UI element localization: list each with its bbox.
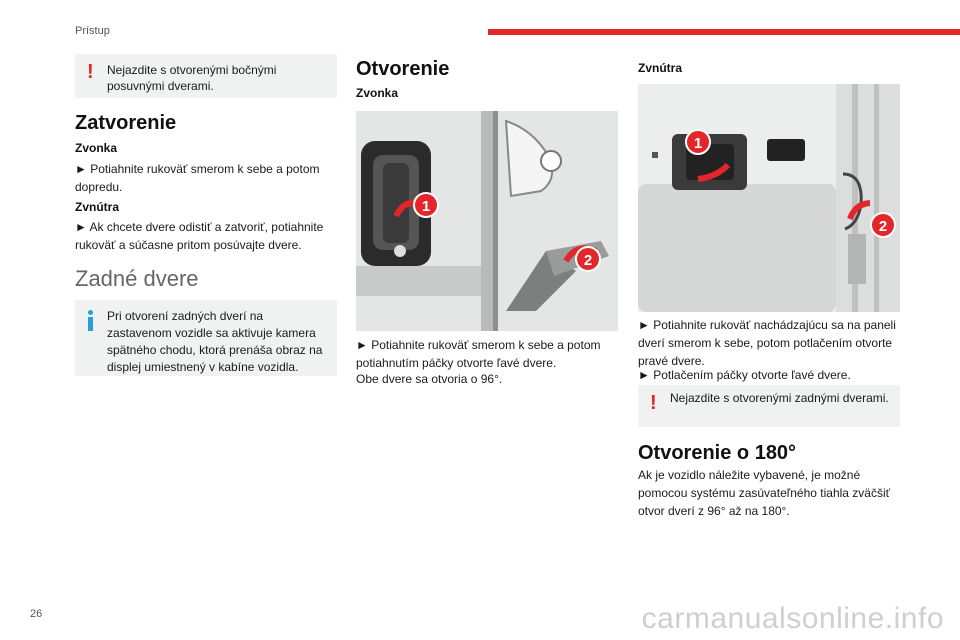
closing-inside-text: ► Ak chcete dvere odistiť a zatvoriť, potiahnite rukoväť a súčasne pritom posúvajte dvere. [75, 220, 324, 252]
closing-inside-heading: Zvnútra [75, 200, 120, 214]
page-number: 26 [30, 608, 43, 620]
figure-badge-1: 1 [685, 129, 711, 155]
open180-title: Otvorenie o 180° [638, 442, 797, 464]
figure-badge-2: 2 [870, 212, 896, 238]
figure-inside-illustration [638, 84, 900, 312]
figure-outside-illustration [356, 111, 618, 331]
opening-title: Otvorenie [356, 58, 450, 80]
figure-badge-2: 2 [575, 246, 601, 272]
info-notice-camera [75, 300, 337, 376]
rear-doors-title: Zadné dvere [75, 266, 199, 291]
watermark: carmanualsonline.info [641, 602, 944, 635]
inside-step-1: ► Potiahnite rukoväť nachádzajúcu sa na paneli dverí smerom k sebe, potom potlačením otvorte pravé dvere. [638, 318, 896, 368]
warning-text: Nejazdite s otvorenými zadnými dverami. [670, 391, 889, 405]
closing-title: Zatvorenie [75, 112, 177, 134]
warning-text: Nejazdite s otvorenými bočnými posuvnými dverami. [107, 63, 277, 93]
warning-notice-sliding-doors [75, 54, 337, 98]
figure-inside-handle [638, 84, 900, 312]
closing-outside-heading: Zvonka [75, 141, 118, 155]
opening-inside-heading: Zvnútra [638, 61, 683, 75]
header-section: Prístup [75, 25, 110, 37]
opening-outside-heading: Zvonka [356, 86, 399, 100]
warning-icon: ! [87, 61, 94, 83]
header-bar [488, 29, 960, 35]
figure-outside-handle [356, 111, 618, 331]
inside-step-2: ► Potlačením páčky otvorte ľavé dvere. [638, 368, 851, 382]
opening-outside-text: ► Potiahnite rukoväť smerom k sebe a potom potiahnutím páčky otvorte ľavé dvere. [356, 338, 601, 370]
info-icon [88, 310, 94, 332]
opening-angle-text: Obe dvere sa otvoria o 96°. [356, 372, 503, 386]
warning-icon: ! [650, 392, 657, 414]
warning-notice-rear-doors [638, 385, 900, 427]
info-text: Pri otvorení zadných dverí na zastavenom vozidle sa aktivuje kamera spätného chodu, ktorá prenáša obraz na displej umiestnený v kabíne vozidla. [107, 309, 323, 374]
closing-outside-text: ► Potiahnite rukoväť smerom k sebe a potom dopredu. [75, 162, 320, 194]
open180-text: Ak je vozidlo náležite vybavené, je možné pomocou systému zasúvateľného tiahla zväčšiť otvor dverí z 96° až na 180°. [638, 468, 891, 518]
figure-badge-1: 1 [413, 192, 439, 218]
